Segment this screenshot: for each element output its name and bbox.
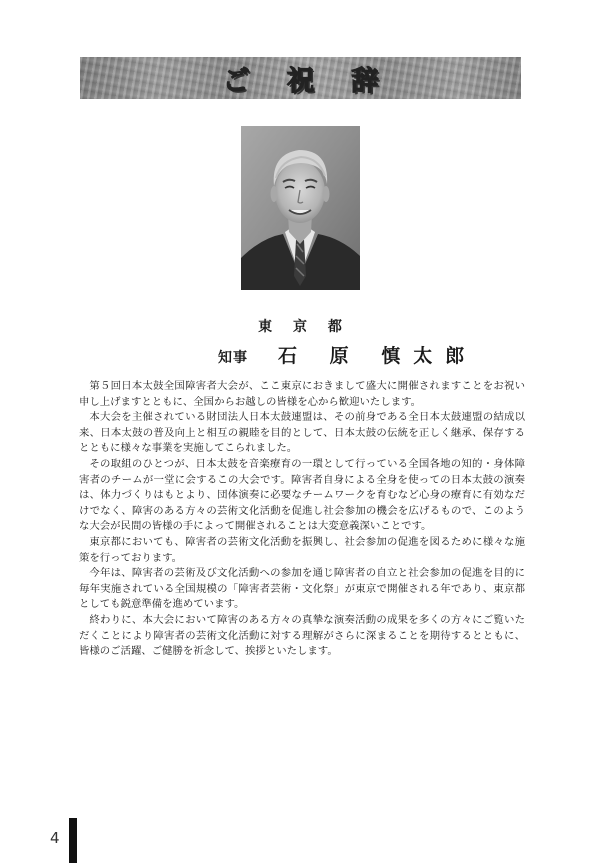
author-name: 石 原 慎太郎 <box>278 345 478 367</box>
message-body <box>79 379 525 660</box>
author-role: 知事 <box>218 350 248 366</box>
author-title-line <box>218 341 477 368</box>
portrait-image <box>241 126 360 290</box>
author-affiliation: 東 京 都 <box>258 319 350 335</box>
paragraph: 東京都においても、障害者の芸術文化活動を振興し、社会参加の促進を図るために様々な施策を行っております。 <box>79 535 525 564</box>
paragraph: 第５回日本太鼓全国障害者大会が、ここ東京におきまして盛大に開催されますことをお祝い申し上げますとともに、全国からお越しの皆様を心から歓迎いたします。 <box>79 380 525 408</box>
paragraph: 本大会を主催されている財団法人日本太鼓連盟は、その前身である全日本太鼓連盟の結成以来、日本太鼓の普及向上と相互の親睦を目的として、日本太鼓の伝統を正しく継承、保存するとともに様々な事業を実施してこられました。 <box>79 411 525 455</box>
paragraph: 終わりに、本大会において障害のある方々の真摯な演奏活動の成果を多くの方々にご覧いただくことにより障害者の芸術文化活動に対する理解がさらに深まることを期待するとともに、皆様のご活躍、ご健勝を祈念して、挨拶といたします。 <box>79 613 525 658</box>
paragraph: 今年は、障害者の芸術及び文化活動への参加を通じ障害者の自立と社会参加の促進を目的に毎年実施されている全国規模の「障害者芸術・文化祭」が東京で開催される年であり、東京都としても鋭意準備を進めています。 <box>79 567 525 611</box>
banner-title: ご 祝 辞 <box>222 65 393 97</box>
title-banner <box>80 57 521 99</box>
paragraph: その取組のひとつが、日本太鼓を音楽療育の一環として行っている全国各地の知的・身体障害者のチームが一堂に会するこの大会です。障害者自身による全身を使っての日本太鼓の演奏は、体力づくりはもとより、団体演奏に必要なチームワークを育むなど心身の療育に有効なだけでなく、障害のある方々の芸術文化活動を促進し社会参加の機会を広げるもので、このような大会が民間の皆様の手によって開催されることは大変意義深いことです。 <box>79 457 525 533</box>
portrait-photo <box>241 126 360 290</box>
page-number: 4 <box>50 829 60 847</box>
page-edge-bar <box>69 818 77 863</box>
